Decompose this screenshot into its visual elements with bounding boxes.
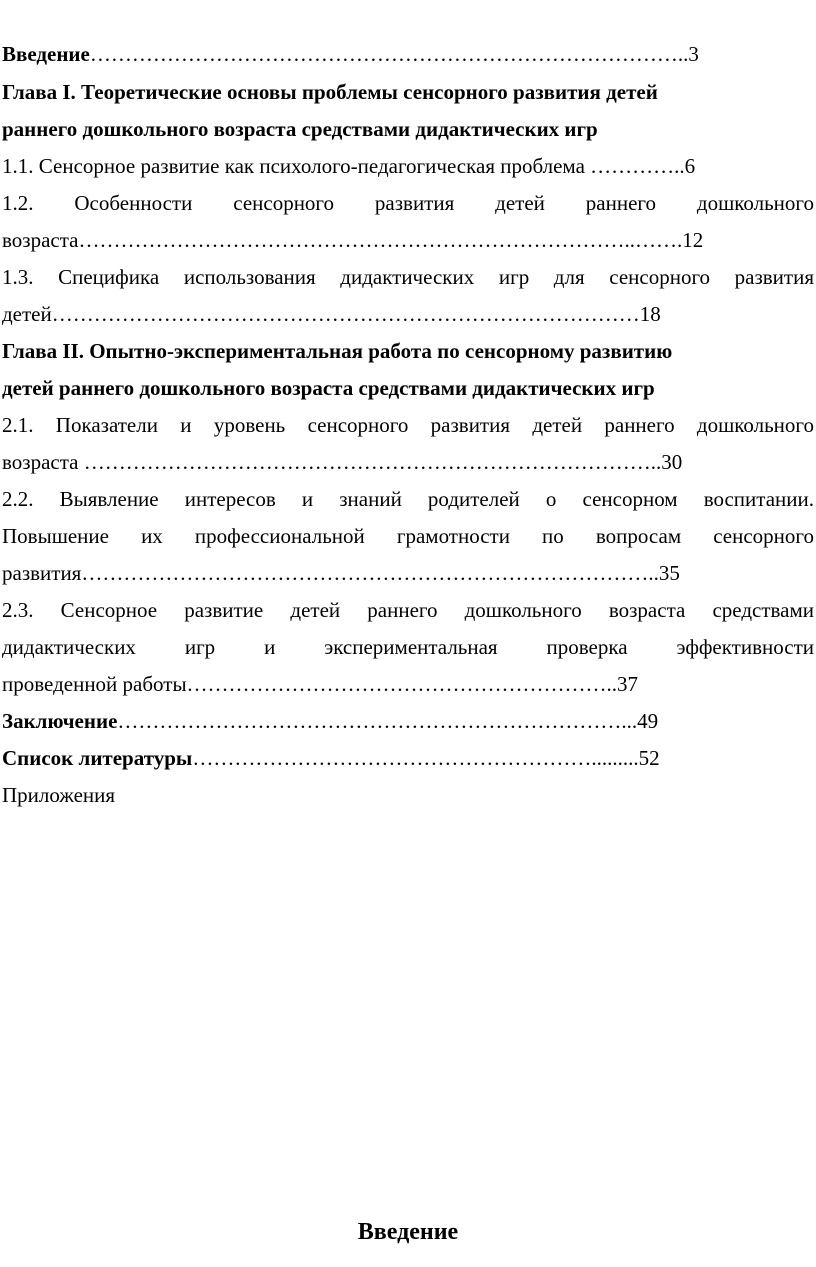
toc-entry-title: Список литературы [2, 746, 193, 770]
toc-entry-leader: ………………………………………………………………...49 [117, 709, 659, 733]
toc-entry-1-1: 1.1. Сенсорное развитие как психолого-педагогическая проблема …………..6 [2, 154, 696, 178]
toc-entry-1-3-line-1: 1.3. Специфика использования дидактических игр для сенсорного развития [2, 265, 814, 289]
toc-entry-2-1-line-1: 2.1. Показатели и уровень сенсорного развития детей раннего дошкольного [2, 413, 814, 437]
toc-entry-conclusion [2, 703, 814, 740]
toc-entry-2-3-line-2: дидактических игр и экспериментальная проверка эффективности [2, 635, 814, 659]
toc-chapter-1-line-2: раннего дошкольного возраста средствами дидактических игр [2, 117, 598, 141]
toc-entry-2-1-line-2: возраста ………………………………………………………………………..30 [2, 450, 683, 474]
toc-entry-2-2-line-2: Повышение их профессиональной грамотности по вопросам сенсорного [2, 524, 814, 548]
toc-entry-leader: …………………………………………………………………………..3 [89, 42, 699, 66]
toc-entry-1-3-line-2: детей…………………………………………………………………………18 [2, 302, 661, 326]
section-heading: Введение [357, 1219, 459, 1245]
table-of-contents [2, 36, 814, 814]
toc-entry-intro [2, 36, 814, 73]
toc-entry-1-2-line-2: возраста……………………………………………………………………..…….12 [2, 228, 704, 252]
toc-entry-2-3-line-3: проведенной работы……………………………………………………..37 [2, 672, 639, 696]
toc-entry-1-2-line-1: 1.2. Особенности сенсорного развития детей раннего дошкольного [2, 191, 814, 215]
toc-entry-2-2-line-1: 2.2. Выявление интересов и знаний родителей о сенсорном воспитании. [2, 487, 814, 511]
toc-entry-appendices: Приложения [2, 783, 116, 807]
toc-entry-leader: ………………………………………………….........52 [192, 746, 660, 770]
toc-entry-title: Заключение [2, 709, 118, 733]
toc-chapter-2-line-1: Глава II. Опытно-экспериментальная работа по сенсорному развитию [2, 339, 673, 363]
toc-entry-references [2, 740, 814, 777]
toc-entry-2-2-line-3: развития………………………………………………………………………..35 [2, 561, 680, 585]
toc-entry-2-3-line-1: 2.3. Сенсорное развитие детей раннего дошкольного возраста средствами [2, 598, 814, 622]
toc-chapter-1-line-1: Глава I. Теоретические основы проблемы сенсорного развития детей [2, 80, 658, 104]
toc-entry-title: Введение [2, 42, 90, 66]
toc-chapter-2-line-2: детей раннего дошкольного возраста средствами дидактических игр [2, 376, 655, 400]
